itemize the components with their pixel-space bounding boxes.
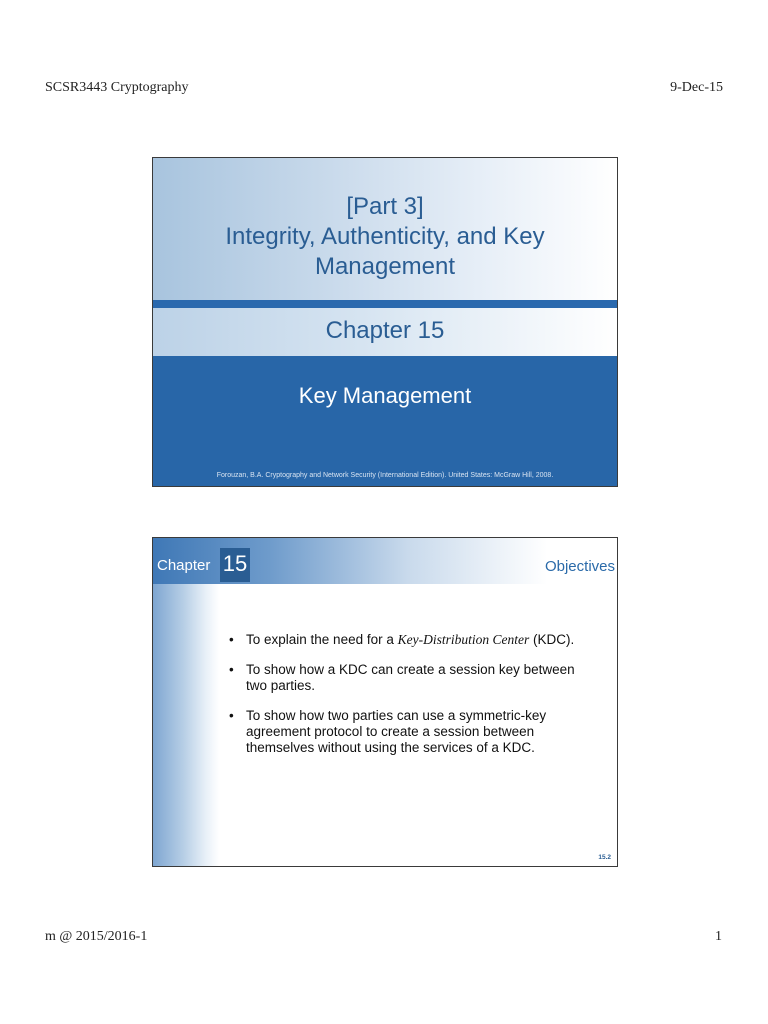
part-title-line: [Part 3] [346, 193, 424, 220]
title-slide [152, 157, 618, 487]
part-title [153, 192, 617, 282]
bullet-emphasis: Key-Distribution Center [397, 632, 530, 647]
list-item [229, 632, 589, 648]
bullet-text: To explain the need for a [246, 632, 398, 647]
bullet-text-tail: (KDC). [529, 632, 575, 647]
bullet-icon: • [229, 632, 234, 647]
bullet-icon: • [229, 708, 234, 723]
chapter-subtitle: Key Management [298, 383, 472, 408]
left-gradient-strip [153, 584, 219, 866]
page-footer-right: 1 [715, 929, 722, 944]
subtitle-band [153, 356, 617, 468]
part-title-line: Integrity, Authenticity, and Key [225, 223, 545, 250]
divider-bar [153, 300, 617, 308]
chapter-title: Chapter 15 [325, 317, 445, 344]
bullet-icon: • [229, 662, 234, 677]
part-title-line: Management [314, 253, 456, 280]
bullet-text: To show how two parties can use a symmetric-key agreement protocol to create a session between themselves without using the services of a KDC. [246, 708, 547, 755]
list-item [229, 708, 589, 756]
page-header-right: 9-Dec-15 [670, 80, 723, 95]
citation-text: Forouzan, B.A. Cryptography and Network Security (International Edition). United States: McGraw Hill, 2008. [216, 472, 554, 479]
chapter-number: 15 [222, 551, 248, 576]
objectives-slide [152, 537, 618, 867]
page-footer-left: m @ 2015/2016-1 [45, 929, 148, 944]
slide-page-number: 15.2 [598, 854, 611, 861]
objectives-heading: Objectives [544, 558, 615, 575]
objectives-list [229, 632, 589, 770]
chapter-label: Chapter [157, 557, 211, 574]
list-item [229, 662, 589, 694]
page-header-left: SCSR3443 Cryptography [45, 80, 189, 95]
bullet-text: To show how a KDC can create a session key between two parties. [246, 662, 575, 693]
